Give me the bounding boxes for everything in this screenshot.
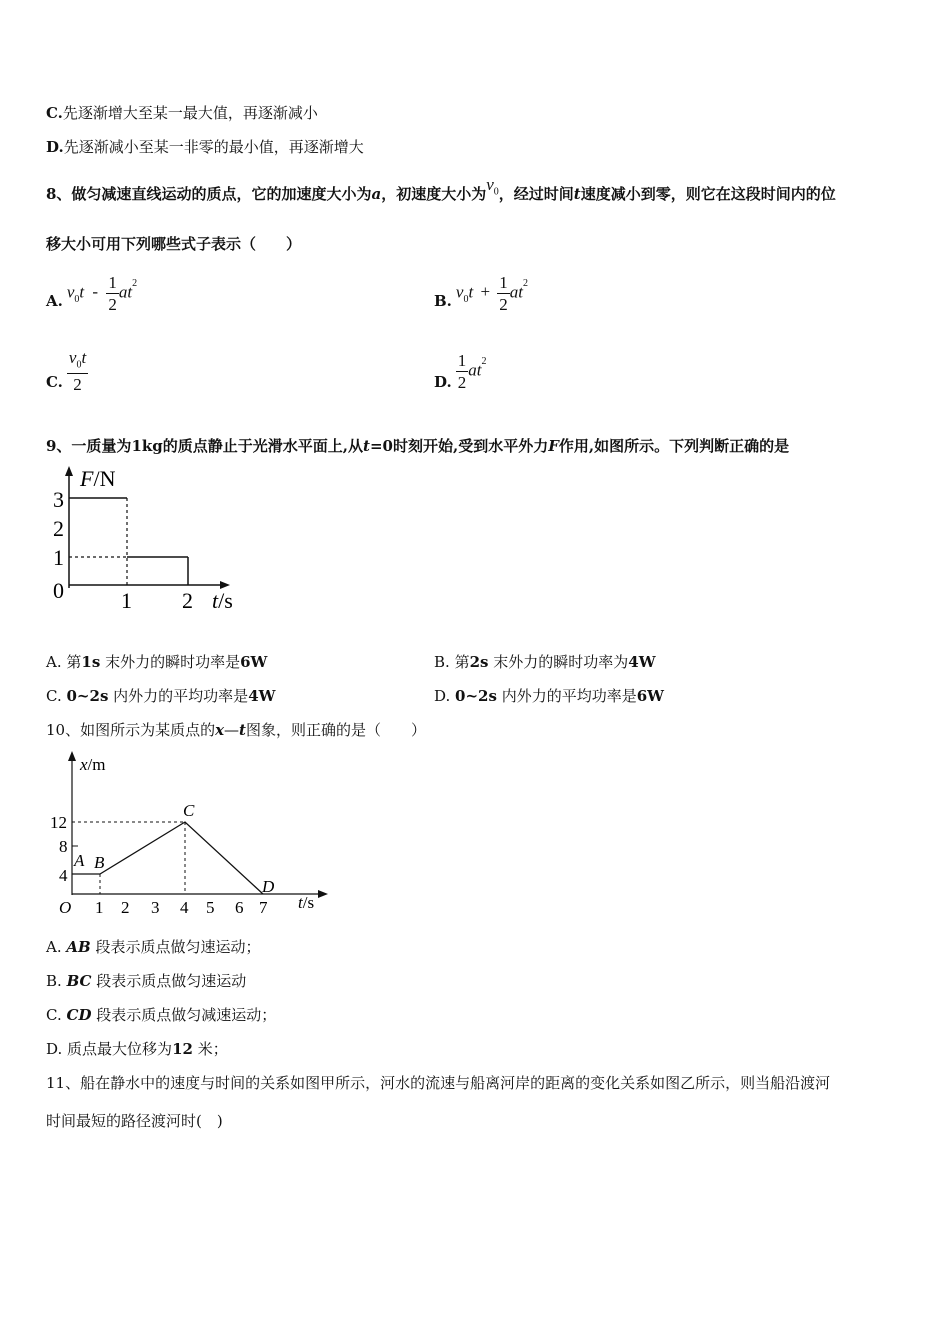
q10-x-tick-4: 4 <box>180 898 189 917</box>
q8-option-c-expr <box>67 349 88 392</box>
q10-option-d-text2: 米； <box>197 1040 228 1058</box>
q9-option-a-value: 6W <box>240 653 268 671</box>
q10-x-tick-2: 2 <box>121 898 130 917</box>
q7-option-c-text: 先逐渐增大至某一最大值，再逐渐减小 <box>62 104 318 122</box>
q8-option-a <box>46 268 137 318</box>
q8-option-d <box>434 345 486 397</box>
q9-option-c-text: 内外力的平均功率是 <box>113 687 249 705</box>
q10-point-b: B <box>94 853 105 872</box>
q7-option-c-label: C. <box>46 104 63 122</box>
q10-y-tick-8: 8 <box>59 837 68 856</box>
q10-option-c-label: C. <box>46 1006 62 1024</box>
q8-stem-line1 <box>46 175 836 206</box>
q9-option-a <box>46 651 267 672</box>
q8-a-v: v <box>66 281 75 301</box>
q7-option-d-label: D. <box>46 138 64 156</box>
q8-option-a-expr <box>67 274 137 313</box>
q10-option-c-text: 段表示质点做匀减速运动； <box>96 1006 277 1024</box>
q7-option-c <box>46 102 318 123</box>
q9-option-d-label: D. <box>434 687 451 705</box>
q8-text-a: 8、做匀减速直线运动的质点，它的加速度大小为 <box>46 185 372 203</box>
q10-option-a <box>46 936 261 957</box>
q9-option-d-value: 6W <box>636 687 665 705</box>
q8-b-op: + <box>480 281 491 301</box>
q9-x-tick-1: 1 <box>121 588 132 613</box>
q10-y-tick-12: 12 <box>50 813 67 832</box>
q10-text-b: 图象，则正确的是（ ） <box>245 721 426 739</box>
q8-var-t: t <box>573 185 581 203</box>
q10-option-a-label: A. <box>46 938 62 956</box>
q8-a-fraction <box>106 274 119 313</box>
q10-option-d-label: D. <box>46 1040 63 1058</box>
q10-point-d: D <box>262 877 275 896</box>
q9-option-b-label: B. <box>434 653 450 671</box>
q9-option-b <box>434 651 656 672</box>
q8-stem-line2: 移大小可用下列哪些式子表示（ ） <box>46 235 302 253</box>
q8-option-b <box>434 268 528 318</box>
q9-option-b-time: 2s <box>469 653 489 671</box>
q10-option-d-value: 12 <box>172 1040 193 1058</box>
q9-t-var: t <box>363 437 370 455</box>
q10-x-tick-1: 1 <box>95 898 104 917</box>
q8-a-v-sub: 0 <box>74 293 80 305</box>
q9-option-a-label: A. <box>46 653 62 671</box>
q10-stem <box>46 719 426 740</box>
q10-option-c-segment: CD <box>66 1006 92 1024</box>
q8-b-den: 2 <box>499 294 508 314</box>
q8-text-c: ，经过时间 <box>498 185 574 203</box>
q8-b-fraction <box>497 274 510 313</box>
q8-d-fraction <box>456 352 469 391</box>
q10-dash: — <box>224 721 240 739</box>
q8-c-t: t <box>81 348 87 368</box>
q9-option-c-value: 4W <box>248 687 276 705</box>
q9-option-d <box>434 685 664 706</box>
q9-option-b-value: 4W <box>628 653 656 671</box>
q9-text-d: 作用,如图所示。下列判断正确的是 <box>558 437 790 455</box>
q10-xt-graph <box>40 748 330 920</box>
q10-option-d <box>46 1038 228 1059</box>
q8-option-d-label: D. <box>434 373 452 391</box>
q9-y-tick-2: 2 <box>53 516 64 541</box>
q8-d-den: 2 <box>457 372 467 392</box>
q8-b-exp: 2 <box>523 278 529 290</box>
q8-b-v: v <box>455 281 464 301</box>
q7-option-d <box>46 136 364 157</box>
q8-c-fraction <box>67 349 88 392</box>
q9-option-a-time: 1s <box>81 653 101 671</box>
q8-b-v-sub: 0 <box>463 293 469 305</box>
q10-y-tick-4: 4 <box>59 866 68 885</box>
q10-option-c <box>46 1004 276 1025</box>
q8-a-t: t <box>79 281 85 301</box>
q8-v0-sub: 0 <box>493 186 499 198</box>
q9-y-tick-3: 3 <box>53 487 64 512</box>
q9-option-a-text1: 第 <box>66 653 82 671</box>
q8-b-t: t <box>468 281 474 301</box>
q10-x-label: t/s <box>298 893 315 912</box>
q8-a-at: at <box>118 281 133 301</box>
q8-var-a: a <box>371 185 382 203</box>
q10-text-a: 10、如图所示为某质点的 <box>46 721 216 739</box>
q10-origin: O <box>59 898 72 917</box>
q10-option-d-text1: 质点最大位移为 <box>67 1040 173 1058</box>
q8-c-den: 2 <box>73 374 82 394</box>
q9-mass: 1kg <box>131 437 163 455</box>
q10-point-a: A <box>74 851 85 870</box>
q8-c-v-sub: 0 <box>76 359 82 371</box>
q10-point-c: C <box>183 801 195 820</box>
q8-v0-var: v <box>486 175 494 194</box>
q8-text-d: 速度减小到零，则它在这段时间内的位 <box>580 185 836 203</box>
q9-text-c: 时刻开始,受到水平外力 <box>392 437 549 455</box>
q11-stem-line2: 时间最短的路径渡河时( ) <box>46 1112 223 1130</box>
q9-t-eq: =0 <box>369 437 393 455</box>
q9-text-a: 9、一质量为 <box>46 437 132 455</box>
q8-d-at: at <box>468 359 482 379</box>
q8-a-op: - <box>92 281 99 301</box>
q9-origin-label: 0 <box>53 578 64 603</box>
q7-option-d-text: 先逐渐减小至某一非零的最小值，再逐渐增大 <box>63 138 364 156</box>
q9-ft-graph <box>40 462 250 617</box>
q8-option-d-expr <box>456 352 487 391</box>
q10-option-a-segment: AB <box>66 938 91 956</box>
q10-x-tick-5: 5 <box>206 898 215 917</box>
q9-text-b: 的质点静止于光滑水平面上,从 <box>162 437 364 455</box>
q8-a-exp: 2 <box>132 278 138 290</box>
q10-x-var: x <box>215 721 225 739</box>
q9-y-tick-1: 1 <box>53 545 64 570</box>
q8-option-c <box>46 345 88 397</box>
q9-option-c-label: C. <box>46 687 62 705</box>
q10-y-arrow-icon <box>68 751 76 761</box>
q10-y-label: x/m <box>80 755 106 774</box>
q10-t-var: t <box>239 721 246 739</box>
q8-a-den: 2 <box>108 294 117 314</box>
q10-x-tick-6: 6 <box>235 898 244 917</box>
q8-option-c-label: C. <box>46 373 63 391</box>
q8-b-at: at <box>509 281 524 301</box>
q8-option-b-expr <box>456 274 528 313</box>
q8-d-exp: 2 <box>481 356 487 368</box>
q10-option-b-label: B. <box>46 972 62 990</box>
q10-option-a-text: 段表示质点做匀速运动； <box>95 938 261 956</box>
q8-d-num: 1 <box>457 350 467 370</box>
q10-x-tick-3: 3 <box>151 898 160 917</box>
q9-option-d-range: 0~2s <box>455 687 497 705</box>
q8-option-b-label: B. <box>434 292 452 310</box>
q9-option-d-text: 内外力的平均功率是 <box>501 687 637 705</box>
q9-option-c-range: 0~2s <box>66 687 109 705</box>
q9-force-var: F <box>548 437 559 455</box>
q9-y-label: F/N <box>80 466 116 491</box>
q8-a-num: 1 <box>108 272 117 292</box>
q8-option-a-label: A. <box>46 292 63 310</box>
q9-y-arrow-icon <box>65 466 73 476</box>
q9-stem <box>46 435 789 456</box>
q9-option-a-text2: 末外力的瞬时功率是 <box>105 653 241 671</box>
q8-b-num: 1 <box>499 272 508 292</box>
q8-v0 <box>486 175 499 198</box>
q10-option-b <box>46 970 246 991</box>
q10-option-b-segment: BC <box>66 972 92 990</box>
q11-stem-line1: 11、船在静水中的速度与时间的关系如图甲所示，河水的流速与船离河岸的距离的变化关系如图乙所示，则当船沿渡河 <box>46 1074 831 1092</box>
q10-x-tick-7: 7 <box>259 898 268 917</box>
q9-x-tick-2: 2 <box>182 588 193 613</box>
q8-text-b: ，初速度大小为 <box>381 185 487 203</box>
q8-c-v: v <box>68 348 77 368</box>
q10-x-arrow-icon <box>318 890 328 898</box>
q10-option-b-text: 段表示质点做匀速运动 <box>96 972 247 990</box>
q9-option-b-text2: 末外力的瞬时功率为 <box>493 653 629 671</box>
q8-c-num <box>67 349 88 373</box>
q9-option-c <box>46 685 275 706</box>
q9-x-label: t/s <box>212 588 233 613</box>
q9-option-b-text1: 第 <box>454 653 470 671</box>
